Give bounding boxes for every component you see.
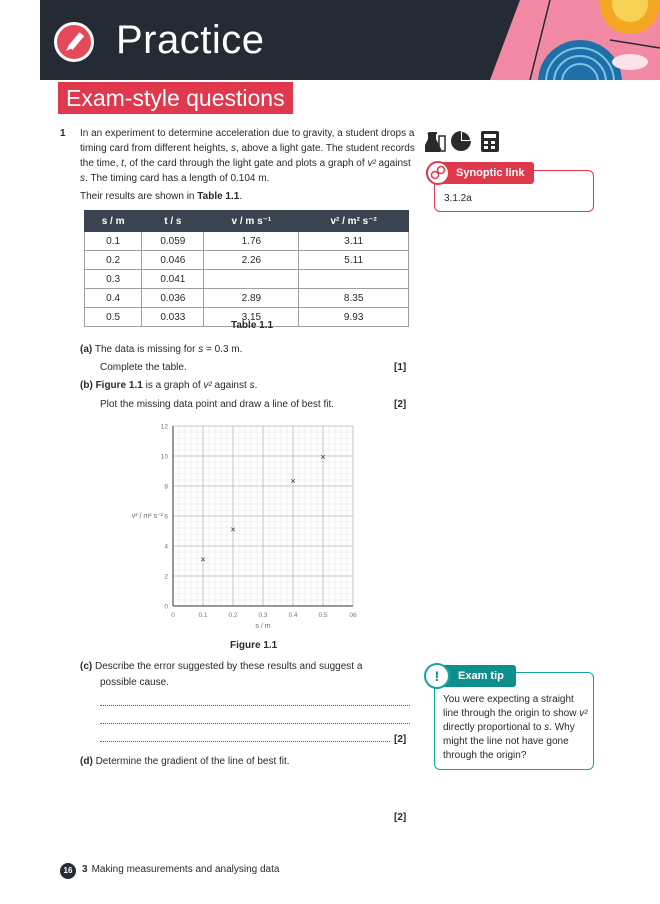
table-cell: 0.059	[142, 232, 204, 251]
table-cell: 0.036	[142, 289, 204, 308]
x-tick-label: 0.2	[228, 612, 238, 619]
y-tick-label: 0	[164, 603, 168, 611]
table-cell: 0.033	[142, 308, 204, 327]
x-tick-label: 0.1	[198, 612, 208, 619]
table-cell: 0.3	[85, 270, 142, 289]
question-intro: In an experiment to determine acceleration due to gravity, a student drops a timing card from different heights, s, above a light gate. The student records the time, t, of the card through the light gate and plots a graph of v² against s. The timing card has a length of 0.104 m.	[80, 128, 415, 184]
table-cell: 2.26	[204, 251, 299, 270]
table-cell: 0.041	[142, 270, 204, 289]
table-header-row	[85, 211, 409, 232]
table-cell: 9.93	[299, 308, 409, 327]
data-point: ×	[320, 452, 326, 463]
table-header: v² / m² s⁻²	[299, 211, 409, 232]
figure-caption: Figure 1.1	[230, 640, 278, 651]
exclamation-icon: !	[424, 663, 450, 689]
pie-chart-icon	[451, 131, 471, 151]
table-cell: 3.11	[299, 232, 409, 251]
synoptic-link-title: Synoptic link	[426, 162, 534, 184]
table-cell: 8.35	[299, 289, 409, 308]
table-cell-blank[interactable]	[299, 270, 409, 289]
table-row	[85, 232, 409, 251]
table-cell: 2.89	[204, 289, 299, 308]
part-c-marks: [2]	[394, 734, 407, 745]
results-table	[84, 210, 409, 327]
table-cell: 5.11	[299, 251, 409, 270]
part-b-marks: [2]	[394, 399, 407, 410]
banner-decoration	[480, 0, 660, 80]
section-label: Exam-style questions	[58, 82, 293, 114]
results-sentence: Their results are shown in Table 1.1.	[80, 191, 243, 202]
answer-line[interactable]	[100, 723, 410, 724]
part-c-question: (c) Describe the error suggested by these results and suggest a	[80, 661, 363, 672]
y-tick-label: 12	[160, 423, 168, 431]
part-d-marks: [2]	[394, 812, 407, 823]
calculator-icon	[481, 131, 499, 152]
x-tick-label: 0	[171, 612, 175, 619]
table-header: v / m s⁻¹	[204, 211, 299, 232]
table-row	[85, 251, 409, 270]
part-b-instruction: Plot the missing data point and draw a line of best fit.	[100, 399, 335, 410]
x-tick-label: 0.5	[318, 612, 328, 619]
part-a-instruction: Complete the table.	[100, 362, 187, 373]
y-tick-label: 6	[164, 513, 168, 521]
table-cell: 0.1	[85, 232, 142, 251]
table-cell: 0.046	[142, 251, 204, 270]
data-point: ×	[230, 524, 236, 535]
exam-tip-title: Exam tip	[426, 665, 516, 687]
answer-line[interactable]	[100, 705, 410, 706]
table-caption: Table 1.1	[231, 320, 274, 331]
page-title: Practice	[116, 18, 265, 62]
data-point: ×	[200, 554, 206, 565]
part-b-question: (b) Figure 1.1 is a graph of v² against s.	[80, 380, 258, 391]
page-number: 16	[60, 863, 76, 879]
data-point: ×	[290, 475, 296, 486]
synoptic-link-ref[interactable]: 3.1.2a	[444, 193, 472, 204]
table-cell: 0.4	[85, 289, 142, 308]
table-cell: 1.76	[204, 232, 299, 251]
part-c-question-cont: possible cause.	[100, 677, 169, 688]
y-tick-label: 8	[164, 483, 168, 491]
table-cell-blank[interactable]	[204, 270, 299, 289]
part-a-question: (a) The data is missing for s = 0.3 m.	[80, 344, 243, 355]
y-tick-label: 10	[160, 453, 168, 461]
x-tick-label: 0.3	[258, 612, 268, 619]
x-tick-label: 06	[349, 612, 357, 619]
y-axis-label: v² / m² s⁻²	[131, 513, 163, 520]
part-d-question: (d) Determine the gradient of the line of best fit.	[80, 756, 290, 767]
table-header: t / s	[142, 211, 204, 232]
table-cell: 0.2	[85, 251, 142, 270]
exam-tip-text: You were expecting a straight line through the origin to show v² directly proportional to s. Why might the line not have gone through the origin?	[443, 694, 588, 761]
skill-icons	[425, 130, 505, 152]
table-cell: 3.15	[204, 308, 299, 327]
table-row	[85, 270, 409, 289]
footer-chapter: 3 Making measurements and analysing data	[82, 864, 280, 875]
pencil-icon	[54, 22, 94, 62]
answer-line[interactable]	[100, 741, 390, 742]
table-header: s / m	[85, 211, 142, 232]
figure-1-1-graph[interactable]	[110, 418, 390, 640]
table-row	[85, 289, 409, 308]
flask-icon	[425, 132, 445, 152]
question-number: 1	[60, 128, 66, 139]
synoptic-link-icon	[426, 161, 450, 185]
x-tick-label: 0.4	[288, 612, 298, 619]
y-tick-label: 4	[164, 543, 168, 551]
table-cell: 0.5	[85, 308, 142, 327]
y-tick-label: 2	[164, 573, 168, 581]
part-a-marks: [1]	[394, 362, 407, 373]
x-axis-label: s / m	[255, 623, 271, 630]
